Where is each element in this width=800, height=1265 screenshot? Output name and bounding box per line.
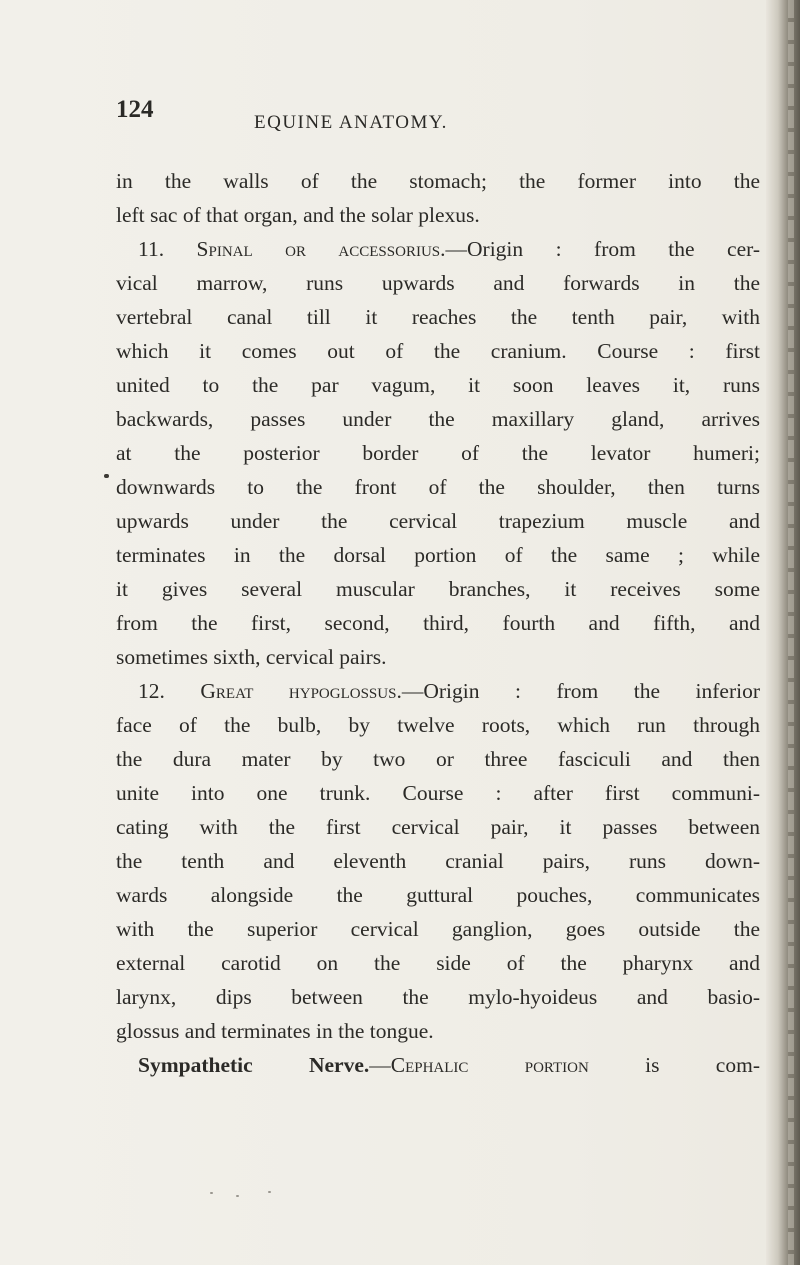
text-line: vical marrow, runs upwards and forwards in the: [116, 271, 760, 295]
page-binding-edge: [766, 0, 800, 1265]
paper-specks: [210, 1190, 410, 1200]
running-head: EQUINE ANATOMY.: [254, 112, 448, 133]
text-line: external carotid on the side of the pharynx and: [116, 951, 760, 975]
section-heading-great-hypoglossus: 12. Great hypoglossus.: [138, 679, 402, 703]
text-line: which it comes out of the cranium. Course : first: [116, 339, 760, 363]
text-line: vertebral canal till it reaches the tenth pair, with: [116, 305, 760, 329]
text-line: it gives several muscular branches, it receives some: [116, 577, 760, 601]
text-line: terminates in the dorsal portion of the same ; while: [116, 543, 760, 567]
text-line: unite into one trunk. Course : after first communi-: [116, 781, 760, 805]
text-line: upwards under the cervical trapezium muscle and: [116, 509, 760, 533]
text-line: from the first, second, third, fourth and fifth, and: [116, 611, 760, 635]
subheading-cephalic-portion: —Cephalic portion: [369, 1053, 589, 1077]
body-text: [116, 164, 760, 1082]
text-line: larynx, dips between the mylo-hyoideus and basio-: [116, 985, 760, 1009]
section-11-first-line: [116, 232, 760, 266]
text-line: in the walls of the stomach; the former into the: [116, 169, 760, 193]
text-line: sometimes sixth, cervical pairs.: [116, 645, 387, 669]
text-line: face of the bulb, by twelve roots, which run through: [116, 713, 760, 737]
ink-mark: [104, 474, 109, 478]
text-line: united to the par vagum, it soon leaves it, runs: [116, 373, 760, 397]
page-number: 124: [116, 96, 154, 123]
text-line: wards alongside the guttural pouches, communicates: [116, 883, 760, 907]
text-span: is com-: [588, 1053, 760, 1077]
text-line: cating with the first cervical pair, it passes between: [116, 815, 760, 839]
text-span: —Origin : from the cer-: [445, 237, 761, 261]
text-line: with the superior cervical ganglion, goes outside the: [116, 917, 760, 941]
text-line: left sac of that organ, and the solar plexus.: [116, 203, 480, 227]
section-12-first-line: [116, 674, 760, 708]
section-heading-spinal-accessorius: 11. Spinal or accessorius.: [138, 237, 446, 261]
text-line: glossus and terminates in the tongue.: [116, 1019, 434, 1043]
sympathetic-nerve-first-line: [116, 1048, 760, 1082]
page-header: [116, 96, 756, 136]
text-line: backwards, passes under the maxillary gland, arrives: [116, 407, 760, 431]
text-line: at the posterior border of the levator humeri;: [116, 441, 760, 465]
text-line: the dura mater by two or three fasciculi and then: [116, 747, 760, 771]
text-line: downwards to the front of the shoulder, then turns: [116, 475, 760, 499]
text-span: —Origin : from the inferior: [401, 679, 760, 703]
text-line: the tenth and eleventh cranial pairs, runs down-: [116, 849, 760, 873]
section-heading-sympathetic-nerve: Sympathetic Nerve.: [138, 1053, 370, 1077]
